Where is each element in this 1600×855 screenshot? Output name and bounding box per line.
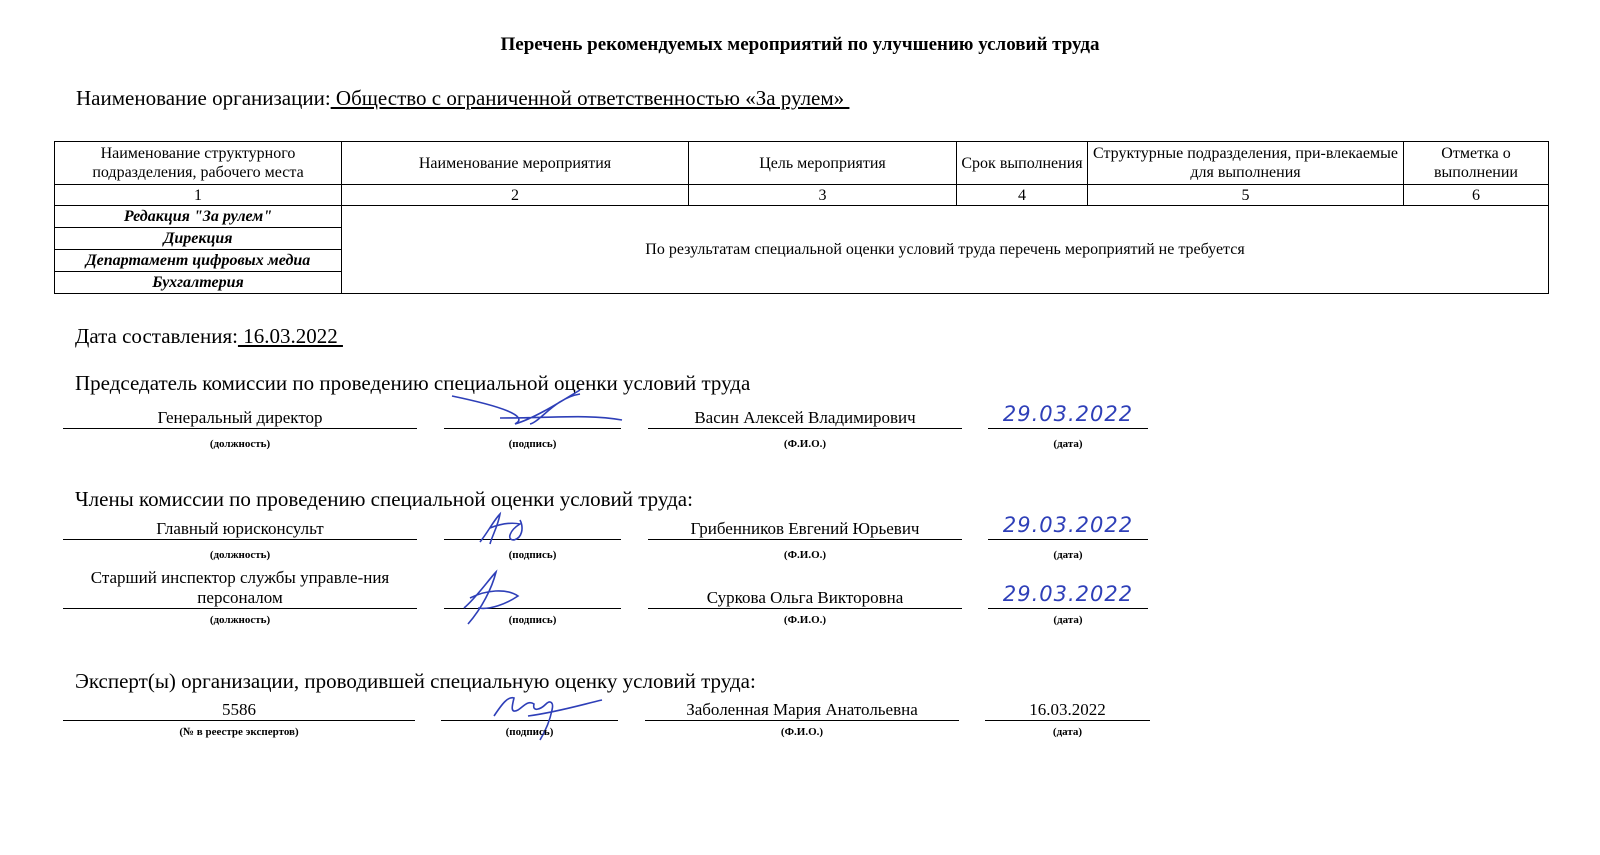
- compiled-date-line: [75, 324, 343, 349]
- department-cell: Дирекция: [55, 228, 342, 250]
- chair-date-handwritten: 29.03.2022: [1002, 402, 1134, 426]
- organization-line: [76, 86, 849, 111]
- date-caption: (дата): [1053, 438, 1083, 450]
- chair-fio: Васин Алексей Владимирович: [648, 408, 962, 429]
- member-signature: [470, 510, 540, 548]
- table-header-row: [55, 142, 1549, 185]
- column-number: 4: [957, 185, 1088, 206]
- department-cell: Бухгалтерия: [55, 272, 342, 294]
- fio-caption: (Ф.И.О.): [783, 438, 827, 450]
- signature-caption: (подпись): [508, 549, 557, 561]
- header-cell: Наименование структурного подразделения, рабочего места: [55, 142, 342, 185]
- member-position: Главный юрисконсульт: [63, 519, 417, 540]
- merged-note-cell: По результатам специальной оценки условий труда перечень мероприятий не требуется: [342, 206, 1549, 294]
- expert-heading: Эксперт(ы) организации, проводившей специальную оценку условий труда:: [75, 669, 756, 693]
- registry-caption: (№ в реестре экспертов): [179, 726, 299, 738]
- header-cell: Цель мероприятия: [689, 142, 957, 185]
- fio-caption: (Ф.И.О.): [780, 726, 824, 738]
- document-title: Перечень рекомендуемых мероприятий по улучшению условий труда: [500, 34, 1100, 55]
- organization-name: Общество с ограниченной ответственностью «За рулем»: [330, 86, 850, 110]
- expert-fio: Заболенная Мария Анатольевна: [645, 700, 959, 721]
- column-number: 2: [342, 185, 689, 206]
- members-heading: Члены комиссии по проведению специальной оценки условий труда:: [75, 487, 693, 511]
- column-number: 5: [1088, 185, 1404, 206]
- header-cell: Наименование мероприятия: [342, 142, 689, 185]
- signature-caption: (подпись): [508, 438, 557, 450]
- signature-caption: (подпись): [508, 614, 557, 626]
- date-caption: (дата): [1052, 726, 1083, 738]
- table-row: [55, 206, 1549, 228]
- header-cell: Отметка о выполнении: [1404, 142, 1549, 185]
- column-number: 1: [55, 185, 342, 206]
- chair-signature: [440, 388, 630, 434]
- department-cell: Редакция "За рулем": [55, 206, 342, 228]
- department-cell: Департамент цифровых медиа: [55, 250, 342, 272]
- column-number-row: [55, 185, 1549, 206]
- fio-caption: (Ф.И.О.): [783, 549, 827, 561]
- chair-position: Генеральный директор: [63, 408, 417, 429]
- compiled-date-value: 16.03.2022: [237, 324, 343, 348]
- measures-table: [54, 141, 1549, 294]
- date-caption: (дата): [1053, 549, 1083, 561]
- position-caption: (должность): [209, 438, 271, 450]
- fio-caption: (Ф.И.О.): [783, 614, 827, 626]
- date-caption: (дата): [1053, 614, 1083, 626]
- chair-heading: Председатель комиссии по проведению специальной оценки условий труда: [75, 371, 751, 395]
- header-cell: Срок выполнения: [957, 142, 1088, 185]
- compiled-date-label: Дата составления:: [75, 324, 238, 348]
- position-caption: (должность): [209, 549, 271, 561]
- member-fio: Грибенников Евгений Юрьевич: [648, 519, 962, 540]
- member-position: Старший инспектор службы управле-ния персоналом: [63, 568, 417, 609]
- signature-caption: (подпись): [505, 726, 554, 738]
- column-number: 6: [1404, 185, 1549, 206]
- header-cell: Структурные подразделения, при-влекаемые для выполнения: [1088, 142, 1404, 185]
- member-date-handwritten: 29.03.2022: [1002, 513, 1134, 537]
- member-date-handwritten: 29.03.2022: [1002, 582, 1134, 606]
- expert-date: 16.03.2022: [985, 700, 1150, 721]
- column-number: 3: [689, 185, 957, 206]
- member-fio: Суркова Ольга Викторовна: [648, 588, 962, 609]
- expert-registry-number: 5586: [63, 700, 415, 721]
- organization-label: Наименование организации:: [76, 86, 331, 110]
- position-caption: (должность): [209, 614, 271, 626]
